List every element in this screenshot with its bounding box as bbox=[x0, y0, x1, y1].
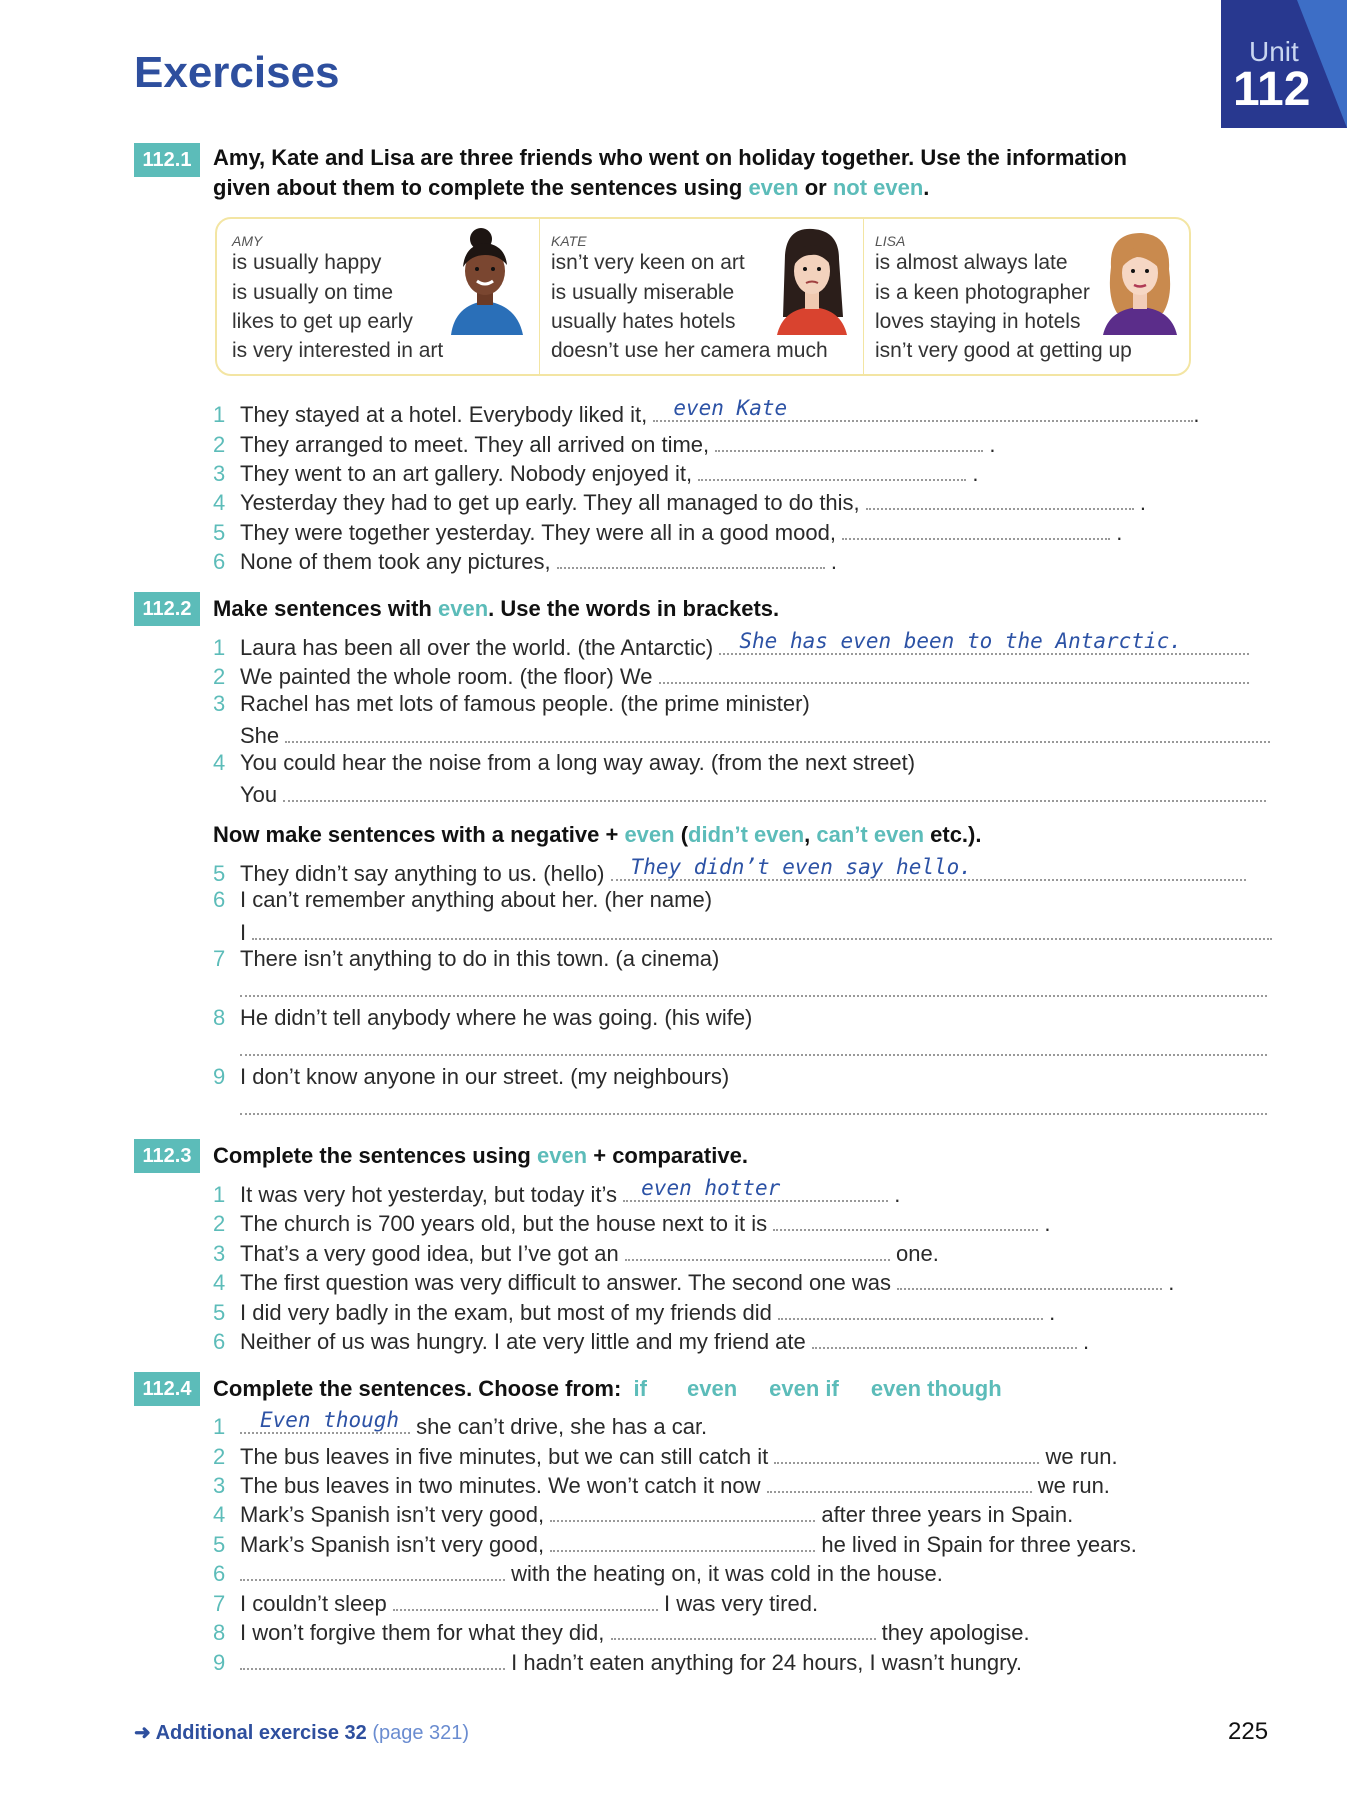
answer-blank[interactable] bbox=[773, 1207, 1038, 1231]
kate-portrait-icon bbox=[771, 225, 853, 335]
answer-blank[interactable] bbox=[897, 1266, 1162, 1290]
lisa-portrait-icon bbox=[1097, 227, 1183, 335]
exercise-item bbox=[213, 1646, 1022, 1677]
answer-blank[interactable] bbox=[812, 1325, 1077, 1349]
item-number: 4 bbox=[213, 750, 226, 775]
person-card-kate bbox=[539, 219, 863, 374]
item-number: 5 bbox=[213, 1300, 226, 1325]
item-number: 4 bbox=[213, 490, 226, 515]
exercise-badge: 112.4 bbox=[134, 1372, 200, 1406]
unit-number: 112 bbox=[1233, 63, 1311, 116]
item-text: I hadn’t eaten anything for 24 hours, I wasn’t hungry. bbox=[511, 1650, 1022, 1675]
item-text: The church is 700 years old, but the house next to it is bbox=[240, 1211, 768, 1236]
exercise-item bbox=[213, 631, 1249, 662]
exercise-item bbox=[213, 545, 837, 576]
exercise-item bbox=[213, 857, 1246, 888]
exercise-item-continuation bbox=[240, 778, 1266, 809]
person-trait: usually hates hotels bbox=[551, 310, 736, 333]
item-number: 1 bbox=[213, 1182, 226, 1207]
additional-exercise-link[interactable] bbox=[134, 1720, 469, 1745]
item-text: she can’t drive, she has a car. bbox=[416, 1414, 708, 1439]
item-number: 3 bbox=[213, 1241, 226, 1266]
item-end: . bbox=[830, 549, 837, 574]
item-text: That’s a very good idea, but I’ve got an bbox=[240, 1241, 619, 1266]
answer-blank[interactable] bbox=[611, 857, 1246, 881]
choice-word: even if bbox=[769, 1376, 839, 1401]
exercise-heading bbox=[213, 1374, 1002, 1404]
heading-text: Now make sentences with a negative + bbox=[213, 822, 625, 847]
heading-text: Make sentences with bbox=[213, 596, 438, 621]
answer-blank[interactable] bbox=[240, 1052, 1267, 1056]
item-end: . bbox=[1116, 520, 1123, 545]
item-number: 5 bbox=[213, 1532, 226, 1557]
sentence-starter: You bbox=[240, 782, 278, 807]
item-text: The first question was very difficult to answer. The second one was bbox=[240, 1270, 891, 1295]
exercise-heading bbox=[213, 1141, 748, 1171]
person-trait: likes to get up early bbox=[232, 310, 413, 333]
exercise-badge: 112.2 bbox=[134, 592, 200, 626]
handwritten-answer: Even though bbox=[260, 1408, 400, 1432]
exercise-item bbox=[213, 1178, 900, 1209]
keyword: even bbox=[536, 1143, 588, 1168]
exercise-item bbox=[213, 1616, 1030, 1647]
item-text: they apologise. bbox=[881, 1620, 1030, 1645]
keyword: even bbox=[748, 175, 799, 200]
sentence-starter: I bbox=[240, 920, 247, 945]
heading-text: or bbox=[798, 175, 833, 200]
item-number: 4 bbox=[213, 1270, 226, 1295]
person-trait: is usually happy bbox=[232, 251, 382, 274]
item-number: 9 bbox=[213, 1064, 226, 1089]
answer-blank[interactable] bbox=[842, 516, 1110, 540]
item-text: He didn’t tell anybody where he was going. (his wife) bbox=[240, 1005, 753, 1030]
keyword: even bbox=[624, 822, 675, 847]
exercise-item bbox=[213, 749, 915, 777]
answer-blank[interactable] bbox=[623, 1178, 888, 1202]
heading-line: Amy, Kate and Lisa are three friends who went on holiday together. Use the information bbox=[213, 145, 1127, 170]
item-end: . bbox=[1044, 1211, 1051, 1236]
choice-word: if bbox=[633, 1376, 647, 1401]
item-text: I couldn’t sleep bbox=[240, 1591, 387, 1616]
item-text: They arranged to meet. They all arrived on time, bbox=[240, 432, 710, 457]
answer-blank[interactable] bbox=[240, 1646, 505, 1670]
exercise-item bbox=[213, 1587, 818, 1618]
heading-text: . bbox=[923, 175, 930, 200]
item-number: 7 bbox=[213, 1591, 226, 1616]
exercise-item bbox=[213, 1528, 1137, 1559]
item-number: 3 bbox=[213, 461, 226, 486]
exercise-item bbox=[213, 516, 1122, 547]
item-end: . bbox=[894, 1182, 901, 1207]
keyword: can’t even bbox=[816, 822, 925, 847]
item-text: You could hear the noise from a long way away. (from the next street) bbox=[240, 750, 916, 775]
heading-text: etc.). bbox=[924, 822, 982, 847]
exercise-heading bbox=[213, 143, 1127, 203]
answer-blank[interactable] bbox=[625, 1237, 890, 1261]
person-trait: isn’t very keen on art bbox=[551, 251, 745, 274]
exercise-item-continuation bbox=[240, 916, 1272, 947]
answer-blank[interactable] bbox=[774, 1440, 1039, 1464]
item-number: 3 bbox=[213, 691, 226, 716]
item-text: Mark’s Spanish isn’t very good, bbox=[240, 1502, 545, 1527]
exercise-item bbox=[213, 1207, 1050, 1238]
item-text: I did very badly in the exam, but most of my friends did bbox=[240, 1300, 772, 1325]
heading-text: Complete the sentences using bbox=[213, 1143, 537, 1168]
item-number: 7 bbox=[213, 946, 226, 971]
item-text: we run. bbox=[1045, 1444, 1118, 1469]
handwritten-answer: even hotter bbox=[641, 1176, 781, 1200]
exercise-item bbox=[213, 398, 1199, 429]
item-text: They were together yesterday. They were all in a good mood, bbox=[240, 520, 836, 545]
answer-blank[interactable] bbox=[557, 545, 825, 569]
item-number: 2 bbox=[213, 1211, 226, 1236]
answer-blank[interactable] bbox=[698, 457, 966, 481]
exercise-item bbox=[213, 1004, 752, 1032]
exercise-item bbox=[213, 1469, 1110, 1500]
exercise-item bbox=[213, 1237, 939, 1268]
item-number: 8 bbox=[213, 1620, 226, 1645]
answer-blank[interactable] bbox=[240, 993, 1267, 997]
keyword: even bbox=[437, 596, 489, 621]
item-text: I can’t remember anything about her. (her name) bbox=[240, 887, 713, 912]
item-end: . bbox=[989, 432, 996, 457]
page-reference: (page 321) bbox=[372, 1722, 470, 1744]
item-number: 1 bbox=[213, 635, 226, 660]
answer-blank[interactable] bbox=[252, 916, 1272, 940]
item-number: 2 bbox=[213, 1444, 226, 1469]
item-number: 1 bbox=[213, 402, 226, 427]
page-number: 225 bbox=[1228, 1718, 1269, 1745]
answer-blank[interactable] bbox=[393, 1587, 658, 1611]
item-number: 5 bbox=[213, 861, 226, 886]
answer-blank[interactable] bbox=[285, 719, 1270, 743]
person-trait: is very interested in art bbox=[232, 339, 444, 362]
exercise-item bbox=[213, 1266, 1174, 1297]
answer-blank[interactable] bbox=[550, 1528, 815, 1552]
answer-blank[interactable] bbox=[767, 1469, 1032, 1493]
amy-portrait-icon bbox=[445, 227, 527, 335]
item-text: Neither of us was hungry. I ate very little and my friend ate bbox=[240, 1329, 806, 1354]
item-text: We painted the whole room. (the floor) We bbox=[240, 664, 653, 689]
exercise-badge: 112.1 bbox=[134, 143, 200, 177]
answer-blank[interactable] bbox=[240, 1111, 1267, 1115]
exercise-item bbox=[213, 486, 1146, 517]
answer-blank[interactable] bbox=[550, 1498, 815, 1522]
heading-text: given about them to complete the sentences using bbox=[213, 175, 749, 200]
heading-text: , bbox=[804, 822, 817, 847]
exercise-item bbox=[213, 1440, 1118, 1471]
answer-blank[interactable] bbox=[715, 428, 983, 452]
exercise-item bbox=[213, 1325, 1089, 1356]
item-text: The bus leaves in five minutes, but we can still catch it bbox=[240, 1444, 769, 1469]
item-text: None of them took any pictures, bbox=[240, 549, 551, 574]
choice-word: even bbox=[687, 1376, 738, 1401]
exercise-item bbox=[213, 457, 978, 488]
exercise-item-continuation bbox=[240, 719, 1270, 750]
answer-blank[interactable] bbox=[719, 631, 1249, 655]
keyword: didn’t even bbox=[688, 822, 805, 847]
item-number: 6 bbox=[213, 1561, 226, 1586]
item-number: 2 bbox=[213, 432, 226, 457]
item-text: after three years in Spain. bbox=[821, 1502, 1074, 1527]
item-text: Mark’s Spanish isn’t very good, bbox=[240, 1532, 545, 1557]
exercise-badge: 112.3 bbox=[134, 1139, 200, 1173]
handwritten-answer: She has even been to the Antarctic. bbox=[739, 629, 1182, 653]
heading-text: + comparative. bbox=[587, 1143, 748, 1168]
exercise-item bbox=[213, 428, 996, 459]
person-trait: loves staying in hotels bbox=[875, 310, 1081, 333]
answer-blank[interactable] bbox=[778, 1296, 1043, 1320]
keyword: not even bbox=[832, 175, 924, 200]
item-text: There isn’t anything to do in this town. (a cinema) bbox=[240, 946, 720, 971]
exercise-item bbox=[213, 1498, 1073, 1529]
exercise-item bbox=[213, 945, 719, 973]
person-card-amy bbox=[217, 219, 539, 374]
item-number: 5 bbox=[213, 520, 226, 545]
item-text: The bus leaves in two minutes. We won’t catch it now bbox=[240, 1473, 761, 1498]
item-text: Laura has been all over the world. (the Antarctic) bbox=[240, 635, 714, 660]
answer-blank[interactable] bbox=[240, 1410, 410, 1434]
item-number: 6 bbox=[213, 1329, 226, 1354]
person-trait: isn’t very good at getting up bbox=[875, 339, 1132, 362]
item-text: They stayed at a hotel. Everybody liked it, bbox=[240, 402, 648, 427]
handwritten-answer: even Kate bbox=[673, 396, 788, 420]
item-text: Rachel has met lots of famous people. (the prime minister) bbox=[240, 691, 810, 716]
item-text: They didn’t say anything to us. (hello) bbox=[240, 861, 605, 886]
item-text: They went to an art gallery. Nobody enjoyed it, bbox=[240, 461, 693, 486]
item-end: one. bbox=[895, 1241, 939, 1266]
item-number: 6 bbox=[213, 887, 226, 912]
exercise-item bbox=[213, 886, 712, 914]
person-trait: doesn’t use her camera much bbox=[551, 339, 828, 362]
item-number: 3 bbox=[213, 1473, 226, 1498]
answer-blank[interactable] bbox=[659, 660, 1249, 684]
item-number: 9 bbox=[213, 1650, 226, 1675]
answer-blank[interactable] bbox=[653, 398, 1193, 422]
exercise-item bbox=[213, 1063, 729, 1091]
person-name: AMY bbox=[232, 233, 263, 249]
arrow-right-icon: ➜ bbox=[134, 1722, 156, 1744]
person-name: LISA bbox=[875, 233, 906, 249]
item-text: with the heating on, it was cold in the house. bbox=[511, 1561, 943, 1586]
page-title: Exercises bbox=[134, 48, 340, 97]
item-end: . bbox=[1193, 402, 1200, 427]
item-text: Yesterday they had to get up early. They all managed to do this, bbox=[240, 490, 860, 515]
sentence-starter: She bbox=[240, 723, 280, 748]
people-info-box bbox=[215, 217, 1191, 376]
heading-line bbox=[213, 173, 1127, 203]
heading-text: ( bbox=[674, 822, 689, 847]
person-trait: is a keen photographer bbox=[875, 281, 1090, 304]
unit-label: Unit bbox=[1249, 36, 1299, 67]
link-text: Additional exercise 32 bbox=[155, 1722, 367, 1744]
person-trait: is usually miserable bbox=[551, 281, 735, 304]
answer-blank[interactable] bbox=[866, 486, 1134, 510]
item-number: 2 bbox=[213, 664, 226, 689]
item-number: 8 bbox=[213, 1005, 226, 1030]
exercise-item bbox=[213, 690, 810, 718]
answer-blank[interactable] bbox=[283, 778, 1266, 802]
choice-word: even though bbox=[870, 1376, 1002, 1401]
item-end: . bbox=[1139, 490, 1147, 515]
person-trait: is usually on time bbox=[232, 281, 394, 304]
handwritten-answer: They didn’t even say hello. bbox=[630, 855, 972, 879]
unit-badge bbox=[1221, 0, 1347, 128]
exercise-item bbox=[213, 1410, 707, 1441]
exercise-heading bbox=[213, 594, 779, 624]
person-trait: is almost always late bbox=[875, 251, 1068, 274]
item-text: he lived in Spain for three years. bbox=[821, 1532, 1137, 1557]
item-end: . bbox=[1049, 1300, 1056, 1325]
heading-text: Complete the sentences. Choose from: bbox=[213, 1376, 622, 1401]
item-end: . bbox=[1168, 1270, 1175, 1295]
item-text: I won’t forgive them for what they did, bbox=[240, 1620, 605, 1645]
item-text: we run. bbox=[1037, 1473, 1110, 1498]
item-end: . bbox=[972, 461, 979, 486]
item-text: I don’t know anyone in our street. (my neighbours) bbox=[240, 1064, 730, 1089]
exercise-item bbox=[213, 1296, 1055, 1327]
item-number: 1 bbox=[213, 1414, 226, 1439]
item-text: I was very tired. bbox=[664, 1591, 819, 1616]
person-name: KATE bbox=[551, 233, 587, 249]
answer-blank[interactable] bbox=[240, 1557, 505, 1581]
exercise-item bbox=[213, 1557, 943, 1588]
item-number: 4 bbox=[213, 1502, 226, 1527]
item-end: . bbox=[1083, 1329, 1090, 1354]
person-card-lisa bbox=[863, 219, 1189, 374]
answer-blank[interactable] bbox=[611, 1616, 876, 1640]
item-number: 6 bbox=[213, 549, 226, 574]
item-text: It was very hot yesterday, but today it’s bbox=[240, 1182, 618, 1207]
heading-text: . Use the words in brackets. bbox=[488, 596, 780, 621]
exercise-item bbox=[213, 660, 1249, 691]
sub-heading bbox=[213, 820, 981, 850]
